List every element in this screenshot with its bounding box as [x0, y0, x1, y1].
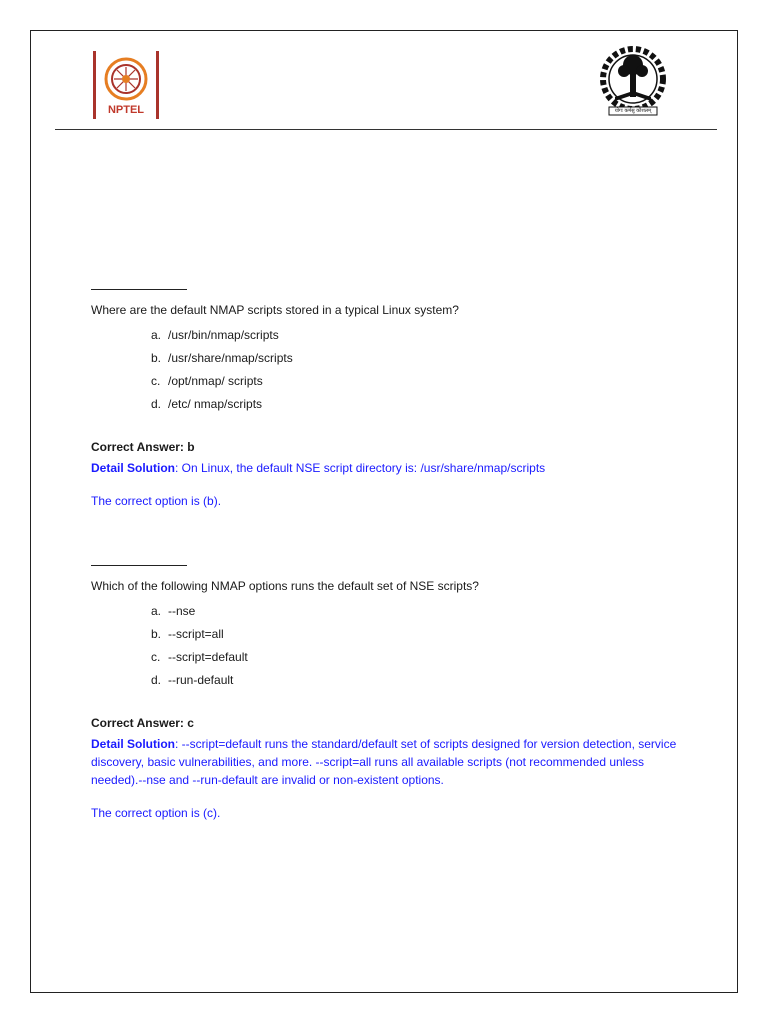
option-text: /usr/share/nmap/scripts	[168, 351, 293, 365]
option-text: /opt/nmap/ scripts	[168, 374, 263, 388]
solution-text: : --script=default runs the standard/default set of scripts designed for version detection, service discovery, basic vulnerabilities, and more. --script=all runs all available scripts (not recommended unless needed).--nse and --run-default are invalid or non-existent options.	[91, 737, 677, 787]
option-letter: d.	[151, 673, 162, 687]
option-list	[91, 324, 691, 416]
option-text: --run-default	[168, 673, 234, 687]
emblem-motto: योगः कर्मसु कौशलम्	[614, 108, 652, 114]
solution-label: Detail Solution	[91, 737, 175, 751]
question-1	[91, 289, 691, 509]
option-letter: c.	[151, 374, 161, 388]
option-item	[151, 393, 691, 416]
nptel-logo	[91, 49, 161, 126]
option-list	[91, 600, 691, 692]
iit-kharagpur-emblem	[597, 45, 669, 126]
document-page	[30, 30, 738, 993]
detail-solution	[91, 735, 691, 789]
correct-option-note: The correct option is (b).	[91, 494, 222, 508]
option-item	[151, 347, 691, 370]
correct-answer: Correct Answer: b	[91, 440, 195, 454]
detail-solution	[91, 459, 691, 477]
option-text: --nse	[168, 604, 196, 618]
option-letter: b.	[151, 351, 162, 365]
solution-text: : On Linux, the default NSE script directory is: /usr/share/nmap/scripts	[175, 461, 546, 475]
option-item	[151, 600, 691, 623]
question-rule	[91, 565, 187, 566]
header-divider	[55, 129, 717, 130]
solution-label: Detail Solution	[91, 461, 175, 475]
option-letter: b.	[151, 627, 162, 641]
option-item	[151, 669, 691, 692]
question-text: Where are the default NMAP scripts stored in a typical Linux system?	[91, 303, 459, 317]
option-letter: d.	[151, 397, 162, 411]
option-letter: a.	[151, 604, 162, 618]
option-text: /etc/ nmap/scripts	[168, 397, 263, 411]
option-item	[151, 646, 691, 669]
option-letter: a.	[151, 328, 162, 342]
option-text: /usr/bin/nmap/scripts	[168, 328, 279, 342]
option-item	[151, 623, 691, 646]
question-text: Which of the following NMAP options runs the default set of NSE scripts?	[91, 579, 479, 593]
question-rule	[91, 289, 187, 290]
nptel-logo-text: NPTEL	[107, 104, 145, 116]
option-item	[151, 370, 691, 393]
option-text: --script=default	[168, 650, 248, 664]
option-letter: c.	[151, 650, 161, 664]
option-item	[151, 324, 691, 347]
question-2	[91, 565, 691, 821]
correct-answer: Correct Answer: c	[91, 716, 194, 730]
correct-option-note: The correct option is (c).	[91, 806, 221, 820]
option-text: --script=all	[168, 627, 224, 641]
